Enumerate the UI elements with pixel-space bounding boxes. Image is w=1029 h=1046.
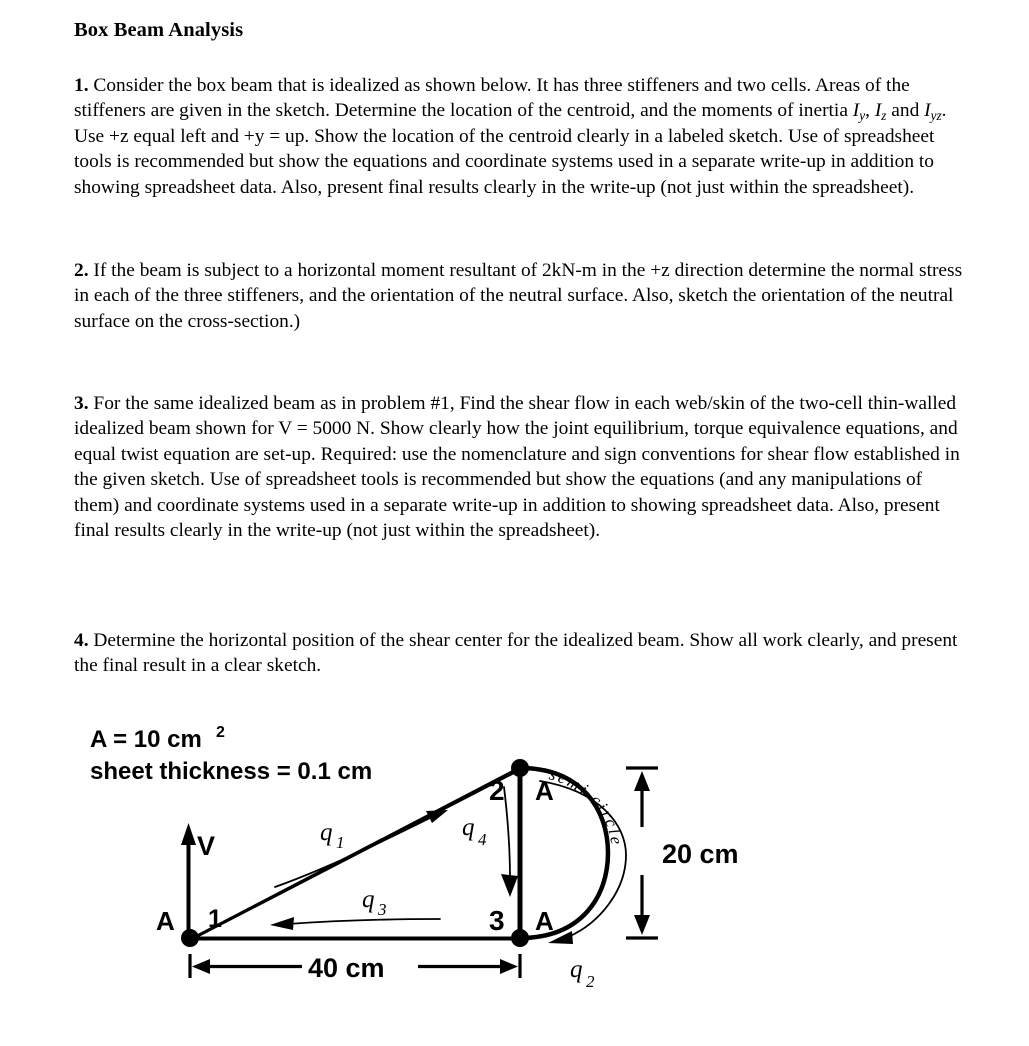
- problem-1-sep-2: and: [886, 100, 925, 122]
- symbol-Iyz: I: [924, 100, 931, 122]
- problem-3-paragraph: [74, 391, 971, 543]
- load-arrow-head: [181, 823, 196, 845]
- dim-width-arrow-left: [192, 959, 210, 974]
- semi-circle-annotation: [547, 764, 627, 847]
- dim-width-label: 40 cm: [308, 953, 385, 983]
- symbol-Iz: I: [874, 100, 882, 122]
- problem-1-sep-1: ,: [865, 100, 875, 122]
- load-label-V: V: [197, 831, 216, 861]
- spar-vertical-web: [518, 768, 523, 938]
- q4-flow-arc: [504, 787, 510, 878]
- dim-height-arrow-bottom: [634, 915, 650, 935]
- area-note: A = 10 cm: [90, 726, 202, 753]
- symbol-Iy: I: [852, 100, 860, 122]
- dim-width-arrow-right: [500, 959, 518, 974]
- problem-2-text: If the beam is subject to a horizontal moment resultant of 2kN-m in the +z direction determine the normal stress in each of the three stiffeners, and the orientation of the neutral surface. Also, sketch the orientation of the neutral surface on the cross-section.): [74, 260, 963, 332]
- symbol-Iy-sub: y: [859, 108, 866, 124]
- q1-label-letter: q: [320, 819, 333, 846]
- stiffener-area-label-node1: A: [156, 906, 175, 936]
- q1-label-subscript: 1: [336, 833, 345, 852]
- q2-label-subscript: 2: [586, 972, 595, 991]
- q1-arrow-head: [426, 810, 448, 823]
- stiffener-area-label-node2: A: [535, 776, 554, 806]
- area-note-exponent: 2: [216, 724, 225, 741]
- problem-2-number: 2.: [74, 260, 89, 281]
- node-2-label: 2: [489, 775, 505, 806]
- semi-circle-annotation-text: semi circle: [547, 764, 627, 848]
- problem-1-text-b: . Use +z equal left and +y = up. Show the location of the centroid clearly in a labeled sketch. Use of spreadsheet tools is recommended but show the equations and coordinate systems used in a separate write-up in addition to showing spreadsheet data. Also, present final results clearly in the write-up (not just within the spreadsheet).: [74, 100, 947, 198]
- dim-height-arrow-top: [634, 771, 650, 791]
- problem-3-text: For the same idealized beam as in problem #1, Find the shear flow in each web/skin of the two-cell thin-walled idealized beam shown for V = 5000 N. Show clearly how the joint equilibrium, torque equivalence equations, and equal twist equation are set-up. Required: use the nomenclature and sign conventions for shear flow established in the given sketch. Use of spreadsheet tools is recommended but show the equations (and any manipulations of them) and coordinate systems used in a separate write-up in addition to showing spreadsheet data. Also, present final results clearly in the write-up (not just within the spreadsheet).: [74, 393, 960, 542]
- q4-label-subscript: 4: [478, 830, 487, 849]
- dim-height-label: 20 cm: [662, 839, 739, 869]
- skin-bottom-web: [188, 937, 522, 941]
- q3-arrow-head: [270, 917, 294, 930]
- q3-flow-arc: [288, 919, 440, 924]
- page-title: Box Beam Analysis: [74, 19, 244, 41]
- node-1-label: 1: [208, 905, 222, 933]
- problem-4-paragraph: [74, 628, 971, 679]
- node-3-label: 3: [489, 905, 505, 936]
- q4-arrow-head: [501, 874, 518, 897]
- stiffener-node-2: [511, 759, 529, 777]
- stiffener-node-3: [511, 929, 529, 947]
- symbol-Iz-sub: z: [881, 108, 887, 124]
- problem-2-paragraph: [74, 258, 971, 334]
- problem-4-text: Determine the horizontal position of the shear center for the idealized beam. Show all work clearly, and present the final result in a clear sketch.: [74, 630, 958, 677]
- thickness-note: sheet thickness = 0.1 cm: [90, 758, 373, 785]
- problem-1-paragraph: [74, 73, 971, 200]
- q3-label-subscript: 3: [378, 900, 387, 919]
- stiffener-area-label-node3: A: [535, 906, 554, 936]
- problem-1-text-a: Consider the box beam that is idealized as shown below. It has three stiffeners and two cells. Areas of the stiffeners are given in the sketch. Determine the location of the centroid, and the moments of inertia: [74, 75, 910, 122]
- box-beam-sketch: [70, 715, 770, 1015]
- q2-label-letter: q: [570, 956, 583, 983]
- problem-4-number: 4.: [74, 630, 89, 651]
- q4-label-letter: q: [462, 814, 475, 841]
- problem-3-number: 3.: [74, 393, 89, 414]
- problem-1-number: 1.: [74, 75, 89, 96]
- symbol-Iyz-sub: yz: [930, 108, 942, 124]
- q3-label-letter: q: [362, 886, 375, 913]
